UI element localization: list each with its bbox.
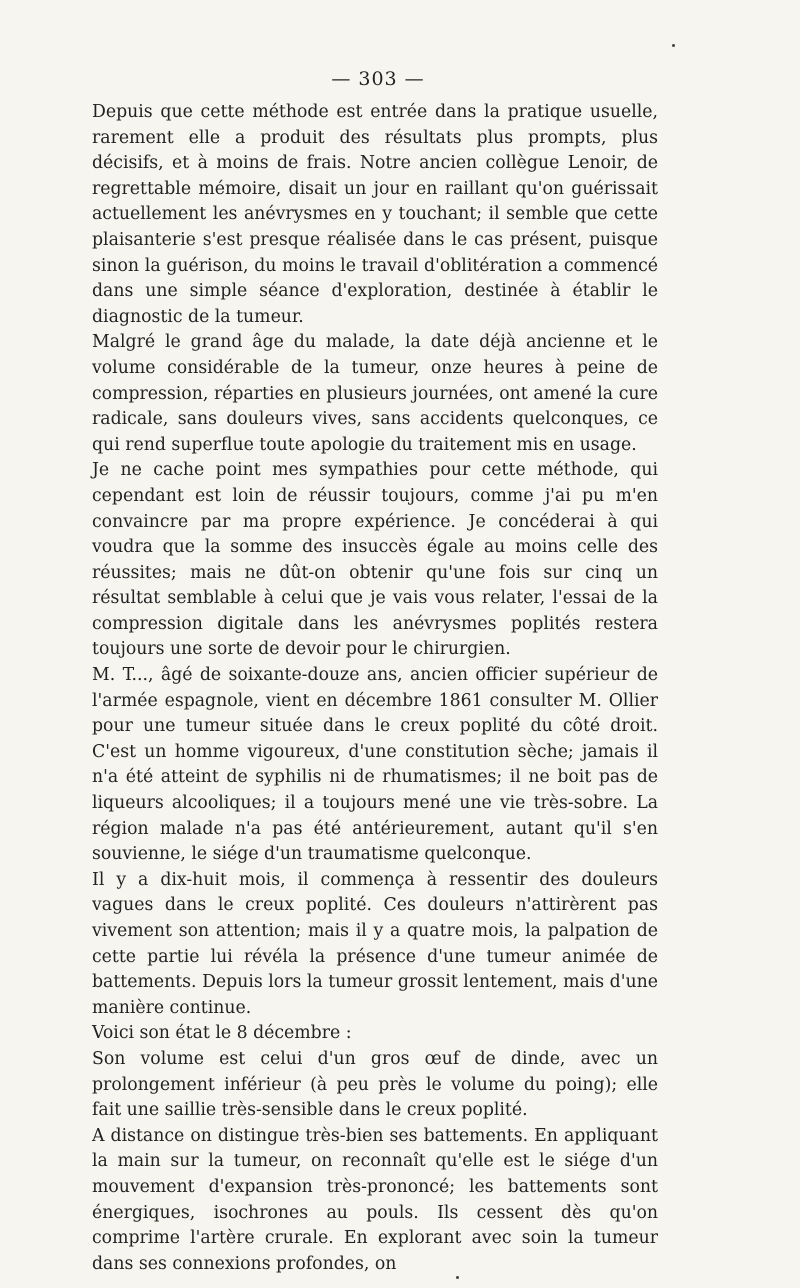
paragraph-6: Voici son état le 8 décembre : bbox=[92, 1023, 352, 1044]
ink-speck-top bbox=[672, 44, 675, 47]
paragraph-7: Son volume est celui d'un gros œuf de dinde, avec un prolongement inférieur (à peu près le volume du poing); elle fait une saillie très-sensible dans le creux poplité. bbox=[92, 1048, 658, 1121]
paragraph-3: Je ne cache point mes sympathies pour cette méthode, qui cependant est loin de réussir toujours, comme j'ai pu m'en convaincre par ma propre expérience. Je concéderai à qui voudra que la somme des insuccès égale au moins celle des réussites; mais ne dût-on obtenir qu'une fois sur cinq un résultat semblable à celui que je vais vous relater, l'essai de la compression digitale dans les anévrysmes poplités restera toujours une sorte de devoir pour le chirurgien. bbox=[92, 460, 658, 660]
ink-speck-bottom bbox=[456, 1276, 459, 1279]
paragraph-4: M. T..., âgé de soixante-douze ans, ancien officier supérieur de l'armée espagnole, vient en décembre 1861 consulter M. Ollier pour une tumeur située dans le creux poplité du côté droit. C'est un homme vigoureux, d'une constitution sèche; jamais il n'a été atteint de syphilis ni de rhumatismes; il ne boit pas de liqueurs alcooliques; il a toujours mené une vie très-sobre. La région malade n'a pas été antérieurement, autant qu'il s'en souvienne, le siége d'un traumatisme quelconque. bbox=[92, 665, 658, 865]
page-number: — 303 — bbox=[331, 68, 425, 90]
paragraph-1: Depuis que cette méthode est entrée dans la pratique usuelle, rarement elle a produit des résultats plus prompts, plus décisifs, et à moins de frais. Notre ancien collègue Lenoir, de regrettable mémoire, disait un jour en raillant qu'on guérissait actuellement les anévrysmes en y touchant; il semble que cette plaisanterie s'est presque réalisée dans le cas présent, puisque sinon la guérison, du moins le travail d'oblitération a commencé dans une simple séance d'exploration, destinée à établir le diagnostic de la tumeur. bbox=[92, 102, 658, 327]
paragraph-8: A distance on distingue très-bien ses battements. En appliquant la main sur la tumeur, on reconnaît qu'elle est le siége d'un mouvement d'expansion très-prononcé; les battements sont énergiques, isochrones au pouls. Ils cessent dès qu'on comprime l'artère crurale. En explorant avec soin la tumeur dans ses connexions profondes, on bbox=[92, 1125, 658, 1274]
paragraph-5: Il y a dix-huit mois, il commença à ressentir des douleurs vagues dans le creux poplité. Ces douleurs n'attirèrent pas vivement son attention; mais il y a quatre mois, la palpation de cette partie lui révéla la présence d'une tumeur animée de battements. Depuis lors la tumeur grossit lentement, mais d'une manière continue. bbox=[92, 869, 658, 1018]
paragraph-2: Malgré le grand âge du malade, la date déjà ancienne et le volume considérable de la tumeur, onze heures à peine de compression, réparties en plusieurs journées, ont amené la cure radicale, sans douleurs vives, sans accidents quelconques, ce qui rend superflue toute apologie du traitement mis en usage. bbox=[92, 332, 658, 455]
